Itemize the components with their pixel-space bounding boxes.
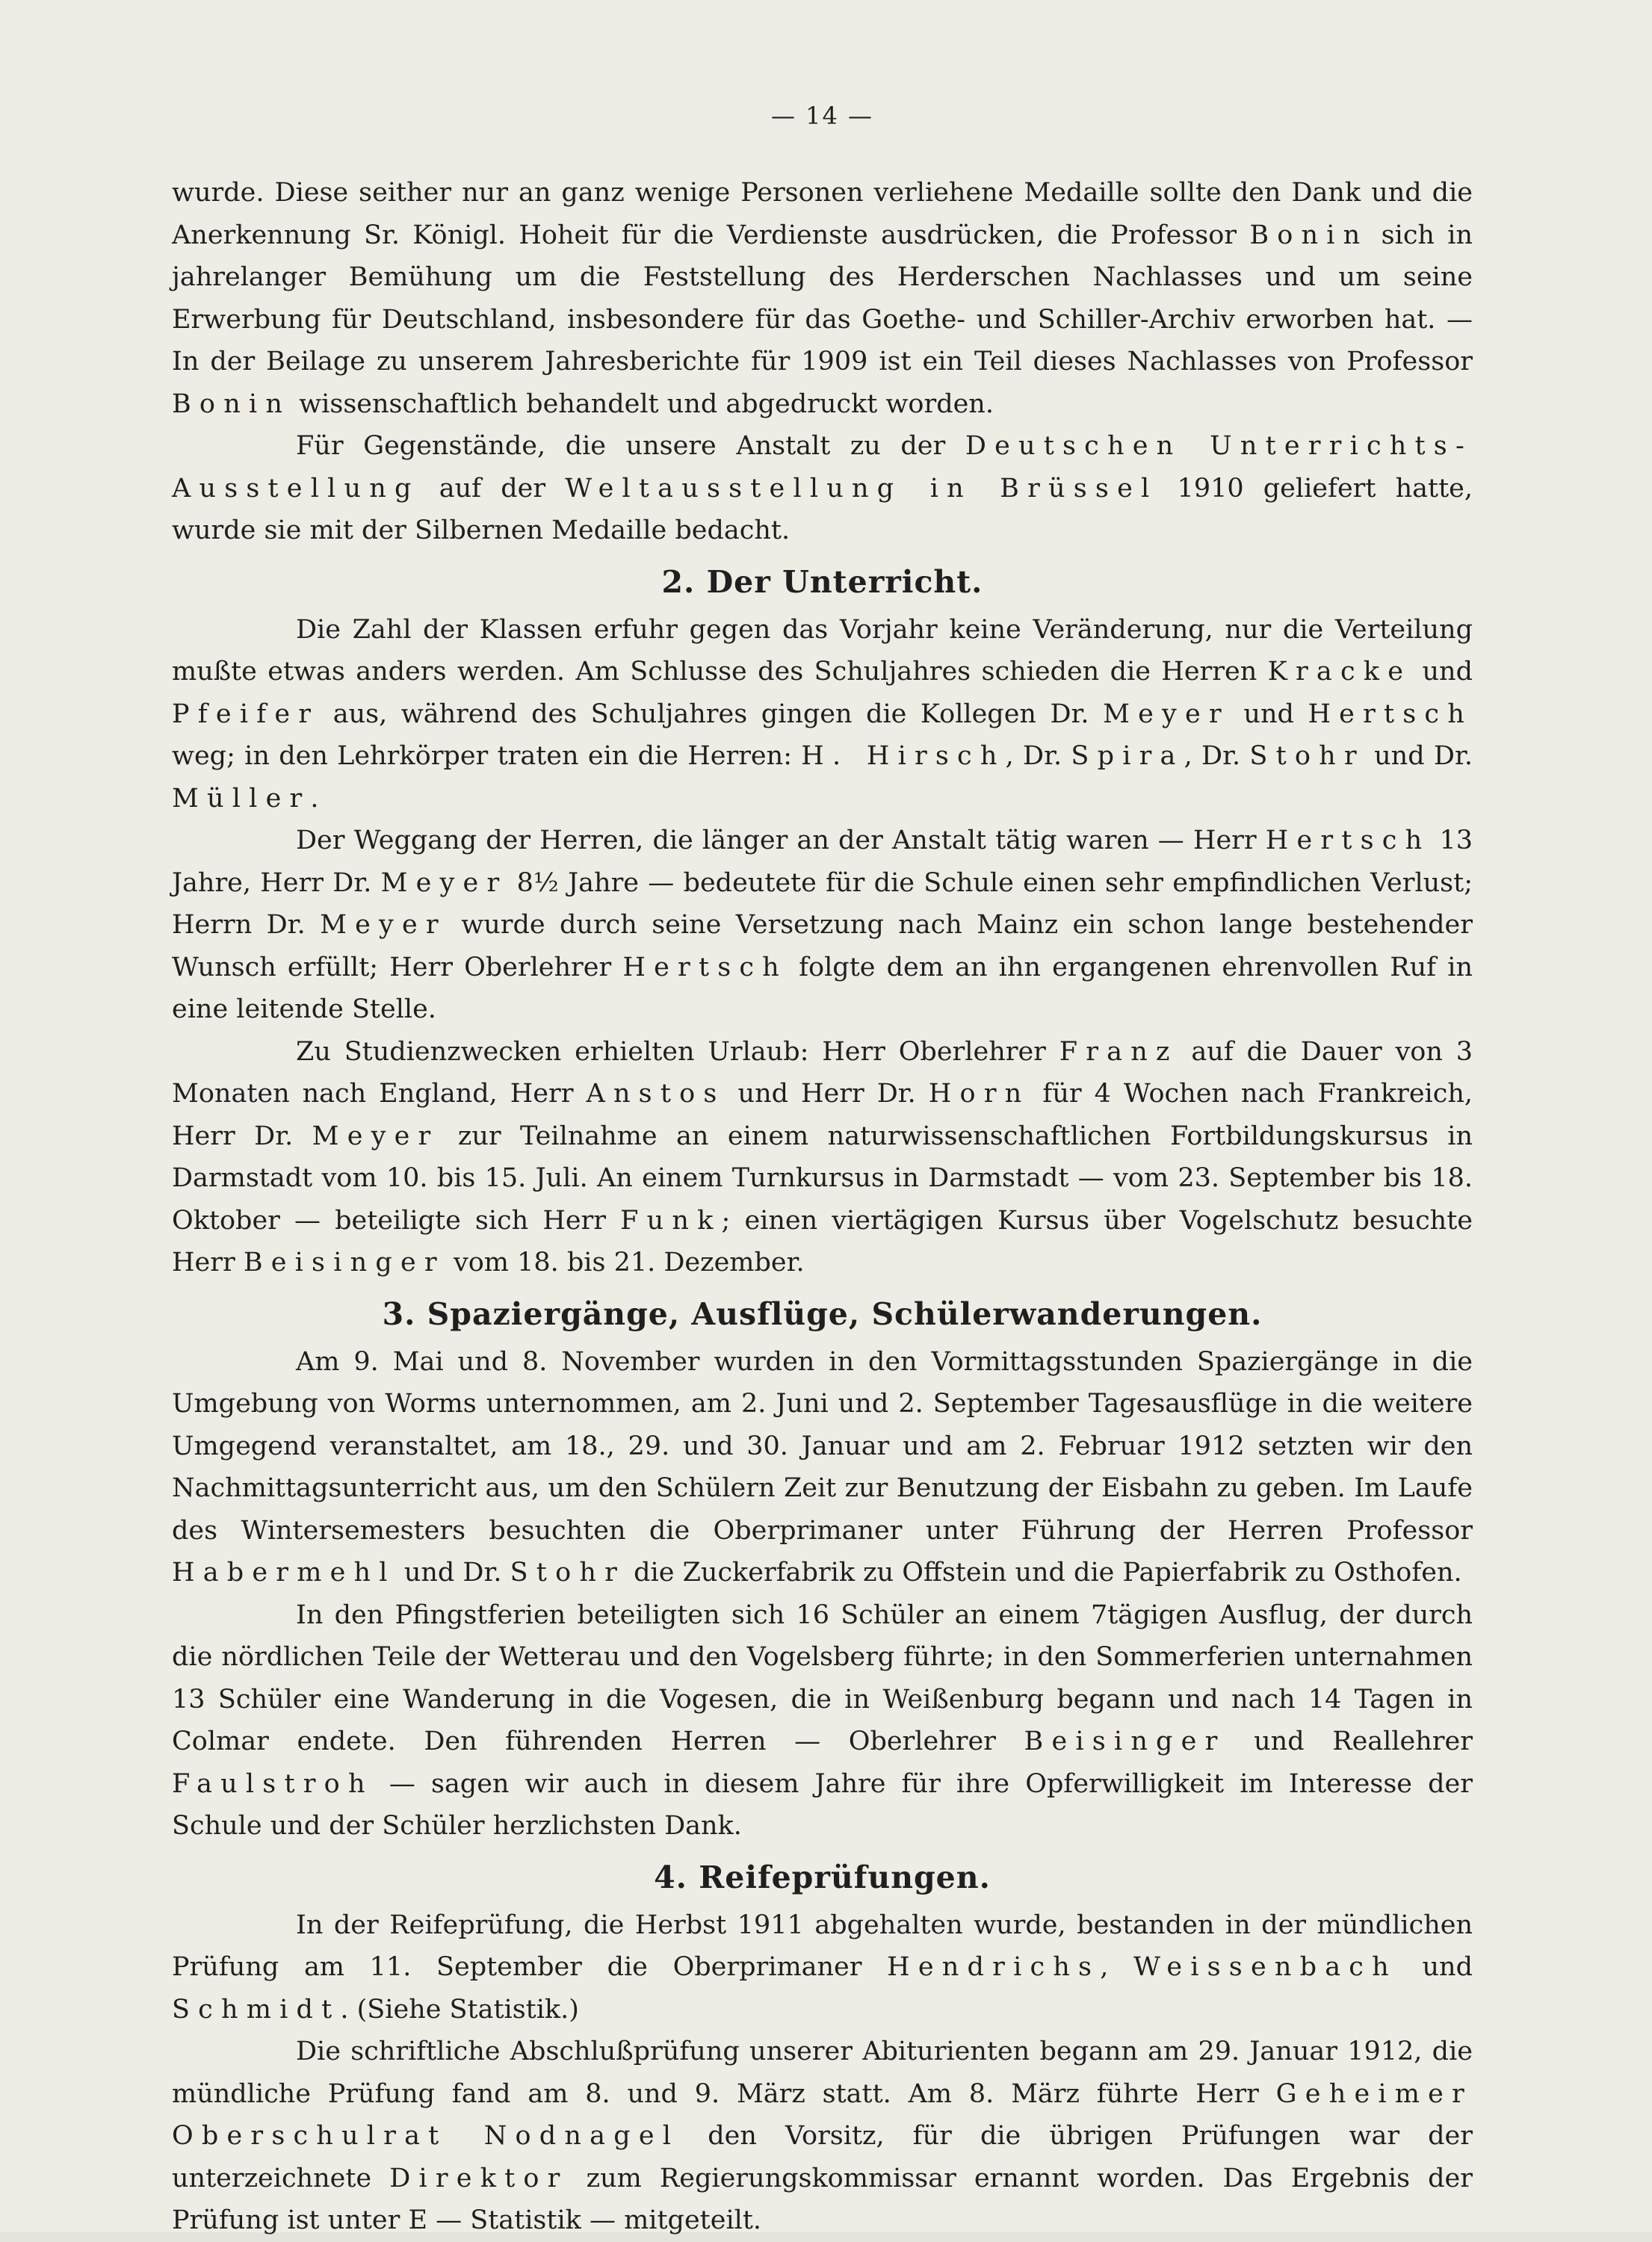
text-run: . (Siehe Statistik.) — [340, 1994, 579, 2025]
text-run: Die Zahl der Klassen erfuhr gegen das Vorjahr keine Veränderung, nur die Verteilung mußte etwas anders werden. Am Schlusse des Schuljahres schieden die Herren — [172, 614, 1473, 687]
text-run: Zu Studienzwecken erhielten Urlaub: Herr Oberlehrer — [296, 1036, 1059, 1067]
text-run: wissenschaftlich behandelt und abgedruckt worden. — [291, 388, 994, 419]
text-run: Am 9. Mai und 8. November wurden in den Vormittagsstunden Spaziergänge in die Umgebung von Worms unternommen, am 2. Juni und 2. September Tagesausflüge in die weitere Umgegend veranstaltet, am 18., 29. und 30. Januar und am 2. Februar 1912 setzten wir den Nachmittagsunterricht aus, um den Schülern Zeit zur Benutzung der Eisbahn zu geben. Im Laufe des Wintersemesters besuchten die Oberprimaner unter Führung der Herren Professor — [172, 1346, 1473, 1546]
spaced-name: Weltausstellung in Brüssel — [565, 473, 1158, 504]
spaced-name: Spira — [1071, 741, 1184, 771]
text-run: Die schriftliche Abschlußprüfung unserer Abiturienten begann am 29. Januar 1912, die mündliche Prüfung fand am 8. und 9. März statt. Am 8. März führte Herr — [172, 2037, 1473, 2109]
text-run: und — [1411, 657, 1473, 687]
text-run: und Dr. — [395, 1558, 510, 1588]
spaced-name: Meyer — [312, 1121, 439, 1151]
text-run: zur Teilnahme an einem naturwissenschaftlichen Fortbildungskursus in Darmstadt vom 10. bis 15. Juli. An einem Turnkursus in Darmstadt — vom 23. September bis 18. Oktober — beteiligte sich Herr — [172, 1121, 1473, 1236]
paragraph — [172, 1341, 1473, 1594]
text-run: aus, während des Schuljahres gingen die Kollegen Dr. — [319, 699, 1104, 729]
spaced-name: Stohr — [510, 1558, 626, 1588]
spaced-name: Geheimer Oberschulrat Nodnagel — [172, 2078, 1473, 2151]
section-heading: 3. Spaziergänge, Ausflüge, Schülerwanderungen. — [382, 1295, 1263, 1332]
spaced-name: Horn — [928, 1079, 1030, 1109]
spaced-name: Beisinger — [1024, 1727, 1226, 1756]
spaced-name: Funk — [620, 1205, 722, 1236]
text-run: auf die Dauer von 3 Monaten nach England, Herr — [172, 1036, 1473, 1109]
paragraph — [172, 1904, 1473, 2031]
text-run: und Dr. — [1364, 741, 1473, 771]
spaced-name: Hertsch — [622, 952, 788, 982]
text-run: In der Reifeprüfung, die Herbst 1911 abgehalten wurde, bestanden in der mündlichen Prüfung am 11. September die Oberprimaner — [172, 1910, 1473, 1982]
page-content — [172, 172, 1473, 2242]
paragraph — [172, 172, 1473, 425]
text-run: und — [1396, 1952, 1473, 1982]
paragraph — [172, 1594, 1473, 1848]
spaced-name: Franz — [1059, 1036, 1178, 1067]
text-run: und Reallehrer — [1225, 1727, 1473, 1756]
paragraph — [172, 425, 1473, 552]
text-run: In den Pfingstferien beteiligten sich 16 Schüler an einem 7tägigen Ausflug, der durch die nördlichen Teile der Wetterau und den Vogelsberg führte; in den Sommerferien unternahmen 13 Schüler eine Wanderung in die Vogesen, die in Weißenburg begann und nach 14 Tagen in Colmar endete. Den führenden Herren — Oberlehrer — [172, 1600, 1473, 1756]
spaced-name: Meyer — [320, 910, 447, 940]
paragraph — [172, 1031, 1473, 1284]
text-run: und Herr Dr. — [725, 1079, 929, 1109]
spaced-name: Beisinger — [243, 1248, 445, 1278]
text-run: . — [310, 783, 319, 814]
spaced-name: Deutschen Unterrichts-Ausstellung — [172, 431, 1473, 504]
text-run: wurde durch seine Versetzung nach Mainz ein schon lange bestehender Wunsch erfüllt; Herr Oberlehrer — [172, 910, 1473, 982]
paragraph — [172, 609, 1473, 820]
spaced-name: Kracke — [1267, 657, 1412, 687]
text-run: und — [1229, 699, 1308, 729]
text-run: folgte dem an ihn ergangenen ehrenvollen Ruf in eine leitende Stelle. — [172, 952, 1473, 1024]
spaced-name: Faulstroh — [172, 1768, 374, 1799]
text-run: die Zuckerfabrik zu Offstein und die Papierfabrik zu Osthofen. — [625, 1558, 1462, 1588]
text-run: 13 Jahre, Herr Dr. — [172, 826, 1473, 898]
text-run: den Vorsitz, für die übrigen Prüfungen war der unterzeichnete — [172, 2121, 1473, 2193]
spaced-name: Pfeifer — [172, 699, 320, 729]
spaced-name: Stohr — [1249, 741, 1365, 771]
spaced-name: Hertsch — [1308, 699, 1473, 729]
spaced-name: Meyer — [380, 867, 508, 898]
spaced-name: Meyer — [1103, 699, 1230, 729]
spaced-name: Weissenbach — [1133, 1952, 1397, 1982]
text-run: — sagen wir auch in diesem Jahre für ihre Opferwilligkeit im Interesse der Schule und der Schüler herzlichsten Dank. — [172, 1768, 1473, 1841]
text-run: ; einen viertägigen Kursus über Vogelschutz besuchte Herr — [172, 1205, 1473, 1278]
text-run: Für Gegenstände, die unsere Anstalt zu der — [296, 431, 965, 461]
text-run: , — [1100, 1952, 1133, 1982]
spaced-name: Bonin — [1249, 220, 1369, 250]
spaced-name: Bonin — [172, 388, 291, 419]
paragraph — [172, 2031, 1473, 2242]
spaced-name: Habermehl — [172, 1558, 396, 1588]
spaced-name: Anstos — [586, 1079, 726, 1109]
spaced-name: Müller — [172, 783, 311, 814]
spaced-name: Schmidt — [172, 1994, 341, 2025]
spaced-name: Hertsch — [1265, 826, 1431, 855]
text-run: 1910 geliefert hatte, wurde sie mit der Silbernen Medaille bedacht. — [172, 473, 1473, 545]
spaced-name: Hendrichs — [887, 1952, 1101, 1982]
section-heading: 2. Der Unterricht. — [661, 563, 983, 600]
text-run: sich in jahrelanger Bemühung um die Feststellung des Herderschen Nachlasses und um seine Erwerbung für Deutschland, insbesondere für das Goethe- und Schiller-Archiv erworben hat. — In der Beilage zu unserem Jahresberichte für 1909 ist ein Teil dieses Nachlasses von Professor — [172, 220, 1473, 377]
spaced-name: H. Hirsch — [801, 741, 1006, 771]
text-run: , Dr. — [1184, 741, 1250, 771]
text-run: für 4 Wochen nach Frankreich, Herr Dr. — [172, 1079, 1473, 1151]
text-run: weg; in den Lehrkörper traten ein die Herren: — [172, 741, 802, 771]
text-run: 8½ Jahre — bedeutete für die Schule einen sehr empfindlichen Verlust; Herrn Dr. — [172, 867, 1473, 940]
text-run: auf der — [419, 473, 566, 504]
text-run: vom 18. bis 21. Dezember. — [445, 1248, 805, 1278]
text-run: wurde. Diese seither nur an ganz wenige Personen verliehene Medaille sollte den Dank und die Anerkennung Sr. Königl. Hoheit für die Verdienste ausdrücken, die Professor — [172, 178, 1473, 250]
paragraph — [172, 820, 1473, 1031]
section-heading: 4. Reifeprüfungen. — [654, 1859, 991, 1895]
text-run: zum Regierungskommissar ernannt worden. Das Ergebnis der Prüfung ist unter E — Statistik — mitgeteilt. — [172, 2163, 1473, 2235]
text-run: Der Weggang der Herren, die länger an der Anstalt tätig waren — Herr — [296, 826, 1266, 855]
spaced-name: Direktor — [389, 2163, 569, 2193]
text-run: , Dr. — [1005, 741, 1071, 771]
page-number: — 14 — — [770, 102, 874, 130]
